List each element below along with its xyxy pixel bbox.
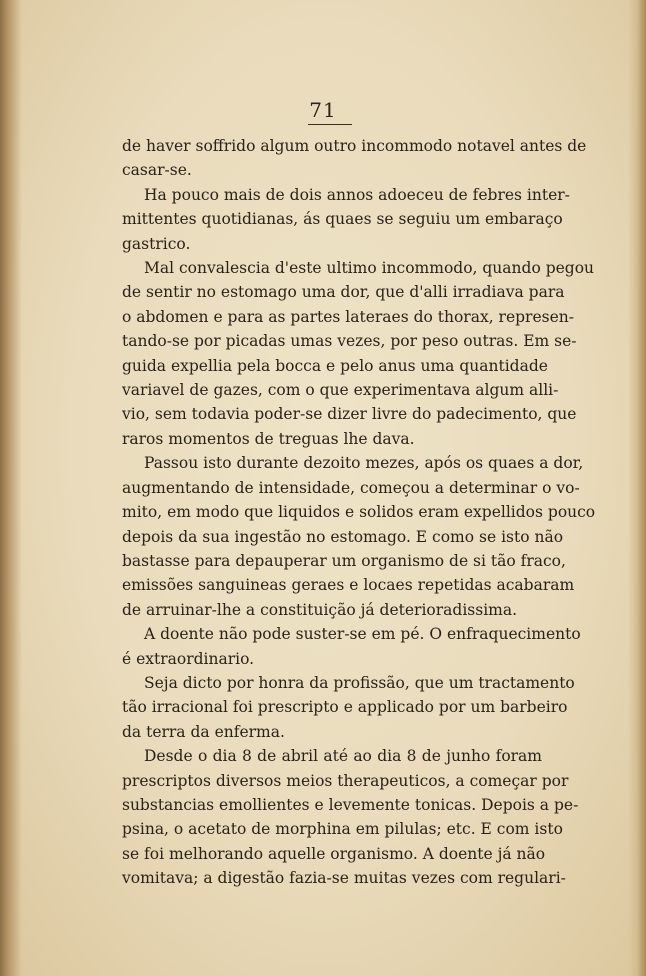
text-line: mito, em modo que liquidos e solidos eram expellidos pouco (122, 503, 596, 522)
text-line: de sentir no estomago uma dor, que d'alli irradiava para (122, 283, 565, 302)
text-line: gastrico. (122, 234, 191, 253)
text-line: prescriptos diversos meios therapeuticos, a começar por (122, 771, 569, 790)
page-gutter-shadow (0, 0, 22, 976)
text-line: Ha pouco mais de dois annos adoeceu de febres inter- (144, 185, 570, 204)
text-line: bastasse para depauperar um organismo de si tão fraco, (122, 551, 566, 570)
text-line: vomitava; a digestão fazia-se muitas vezes com regulari- (122, 869, 566, 888)
text-line: A doente não pode suster-se em pé. O enfraquecimento (144, 625, 581, 644)
text-line: tando-se por picadas umas vezes, por peso outras. Em se- (122, 332, 577, 351)
text-line: emissões sanguineas geraes e locaes repetidas acabaram (122, 576, 575, 595)
text-line: Passou isto durante dezoito mezes, após os quaes a dor, (144, 454, 584, 473)
page-edge-shadow (628, 0, 646, 976)
text-line: depois da sua ingestão no estomago. E como se isto não (122, 527, 564, 546)
text-line: o abdomen e para as partes lateraes do thorax, represen- (122, 307, 574, 326)
text-line: de haver soffrido algum outro incommodo notavel antes de (122, 137, 587, 155)
text-line: mittentes quotidianas, ás quaes se seguiu um embaraço (122, 210, 563, 229)
text-line: se foi melhorando aquelle organismo. A doente já não (122, 844, 546, 863)
page-number-rule (308, 124, 352, 125)
text-line: variavel de gazes, com o que experimentava algum alli- (122, 381, 559, 400)
text-line: raros momentos de treguas lhe dava. (122, 429, 415, 448)
text-line: Seja dicto por honra da profissão, que um tractamento (144, 673, 575, 692)
text-line: substancias emollientes e levemente tonicas. Depois a pe- (122, 795, 579, 814)
text-line: augmentando de intensidade, começou a determinar o vo- (122, 478, 580, 497)
text-line: da terra da enferma. (122, 722, 285, 741)
text-line: casar-se. (122, 161, 192, 180)
text-line: de arruinar-lhe a constituição já deterioradissima. (122, 600, 518, 619)
page-number: 71 (309, 98, 337, 122)
text-line: psina, o acetato de morphina em pilulas; etc. E com isto (122, 820, 563, 839)
text-line: guida expellia pela bocca e pelo anus uma quantidade (122, 356, 548, 375)
body-text (122, 134, 596, 891)
text-line: tão irracional foi prescripto e applicado por um barbeiro (122, 698, 568, 717)
text-line: Mal convalescia d'este ultimo incommodo, quando pegou (144, 259, 595, 278)
text-line: vio, sem todavia poder-se dizer livre do padecimento, que (122, 405, 577, 424)
text-line: é extraordinario. (122, 649, 255, 668)
text-line: Desde o dia 8 de abril até ao dia 8 de junho foram (144, 747, 542, 766)
